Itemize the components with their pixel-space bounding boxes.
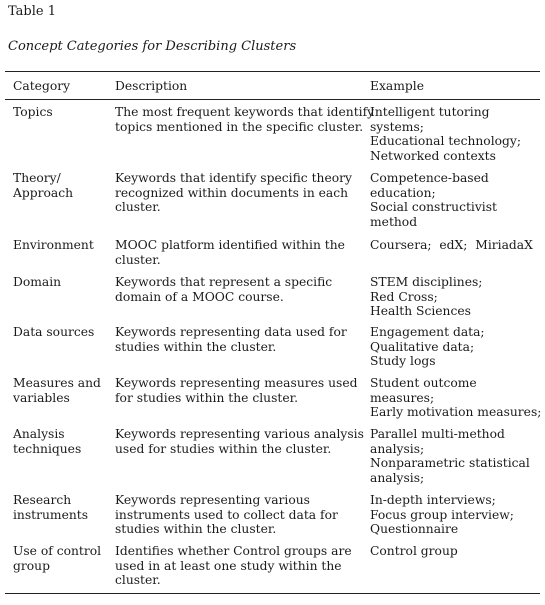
row-environment-example: Coursera; edX; MiriadaX [370,238,533,252]
row-environment-category: Environment [13,238,94,252]
row-control-example: Control group [370,544,458,558]
row-analysis-category: Analysis techniques [13,427,82,456]
header-example: Example [370,79,424,93]
row-control-category: Use of control group [13,544,102,573]
row-environment-description: MOOC platform identified within the cluster. [115,238,345,267]
row-topics-category: Topics [13,105,53,119]
row-research-category: Research instruments [13,493,89,522]
row-domain-description: Keywords that represent a specific domain of a MOOC course. [115,275,333,304]
row-domain-category: Domain [13,275,62,289]
row-topics-description: The most frequent keywords that identify topics mentioned in the specific cluster. [115,105,375,134]
table-top-rule [5,71,540,72]
header-category: Category [13,79,71,93]
row-measures-category: Measures and variables [13,376,101,405]
table-title: Concept Categories for Describing Clusters [8,39,297,54]
row-analysis-example: Parallel multi-method analysis; Nonparametric statistical analysis; [370,427,530,485]
table-bottom-rule [5,593,540,594]
row-research-example: In-depth interviews; Focus group interview; Questionnaire [370,493,514,536]
header-description: Description [115,79,188,93]
row-domain-example: STEM disciplines; Red Cross; Health Sciences [370,275,483,318]
row-measures-description: Keywords representing measures used for studies within the cluster. [115,376,358,405]
row-theory-category: Theory/ Approach [13,171,74,200]
row-analysis-description: Keywords representing various analysis used for studies within the cluster. [115,427,364,456]
row-theory-description: Keywords that identify specific theory recognized within documents in each cluster. [115,171,352,214]
row-measures-example: Student outcome measures; Early motivation measures; [370,376,542,419]
row-data-sources-description: Keywords representing data used for studies within the cluster. [115,325,347,354]
row-research-description: Keywords representing various instruments used to collect data for studies within the cluster. [115,493,338,536]
row-data-sources-category: Data sources [13,325,95,339]
row-control-description: Identifies whether Control groups are used in at least one study within the cluster. [115,544,352,587]
row-data-sources-example: Engagement data; Qualitative data; Study logs [370,325,485,368]
table-label: Table 1 [8,4,56,19]
table-header-rule [5,99,540,100]
row-theory-example: Competence-based education; Social constructivist method [370,171,497,229]
row-topics-example: Intelligent tutoring systems; Educational technology; Networked contexts [370,105,522,163]
